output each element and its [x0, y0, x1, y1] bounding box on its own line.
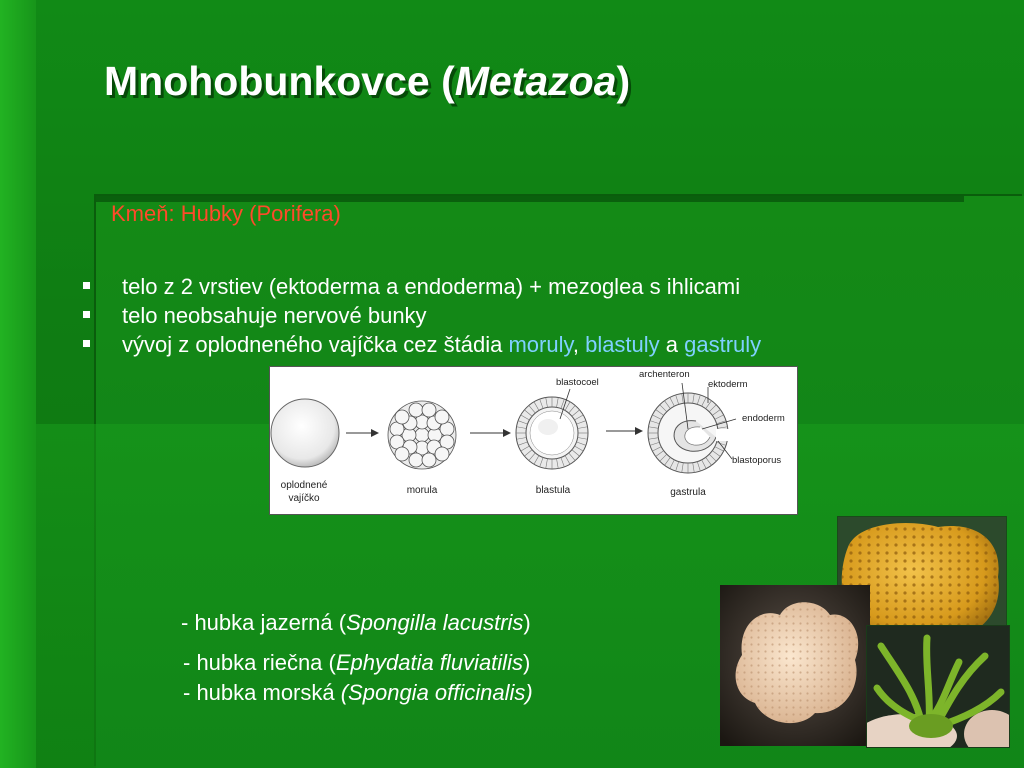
- endoderm-label: endoderm: [742, 413, 785, 424]
- left-accent-band: [0, 0, 36, 768]
- morula-cell: [395, 410, 409, 424]
- egg-stage-label-1: oplodnené: [280, 480, 328, 491]
- egg-stage-drawing: [271, 399, 339, 467]
- blastula-stage-label: blastula: [535, 485, 571, 496]
- bullet-item: [80, 301, 761, 330]
- species-suffix: ): [522, 650, 531, 675]
- bullet-text: telo neobsahuje nervové bunky: [122, 303, 427, 328]
- egg-stage-label-2: vajíčko: [288, 493, 320, 504]
- morula-cell: [395, 447, 409, 461]
- species-latin-name: Ephydatia fluviatilis: [335, 650, 523, 675]
- species-ephydatia: [183, 650, 530, 676]
- bullet-separator: a: [659, 332, 685, 357]
- freshwater-sponge-photo: [720, 585, 870, 746]
- slide-subtitle: Kmeň: Hubky (Porifera): [111, 201, 341, 226]
- archenteron-label: archenteron: [639, 369, 690, 380]
- morula-cell: [409, 403, 423, 417]
- species-latin-name: (Spongia officinalis): [340, 680, 533, 705]
- ektoderm-label: ektoderm: [708, 379, 748, 390]
- morula-cell: [422, 453, 436, 467]
- blastula-stage-drawing: [516, 397, 588, 469]
- morula-stage-label: morula: [406, 485, 438, 496]
- title-main: Mnohobunkovce (: [104, 58, 455, 104]
- river-sponge-photo: [866, 625, 1010, 748]
- bullet-item: [80, 330, 761, 359]
- species-prefix: - hubka jazerná (: [181, 610, 347, 635]
- bullet-text: vývoj z oplodneného vajíčka cez štádia: [122, 332, 509, 357]
- term-blastula: blastuly: [585, 332, 660, 357]
- morula-cell: [435, 447, 449, 461]
- species-latin-name: Spongilla lacustris: [346, 610, 524, 635]
- title-end: ): [616, 58, 631, 104]
- morula-cell: [435, 410, 449, 424]
- blastoporus-label: blastoporus: [732, 455, 782, 466]
- bullet-text: telo z 2 vrstiev (ektoderma a endoderma) + mezoglea s ihlicami: [122, 274, 741, 299]
- term-gastrula: gastruly: [684, 332, 762, 357]
- bullet-list: [80, 272, 761, 359]
- title-italic: Metazoa: [454, 58, 617, 104]
- term-morula: moruly: [508, 332, 573, 357]
- species-prefix: - hubka riečna (: [183, 650, 336, 675]
- species-spongia: [183, 680, 533, 706]
- morula-cell: [422, 403, 436, 417]
- square-bullet-icon: [83, 340, 90, 347]
- species-prefix: - hubka morská: [183, 680, 341, 705]
- gastrula-stage-drawing: [648, 393, 730, 473]
- embryo-development-diagram: [269, 366, 798, 515]
- species-suffix: ): [523, 610, 531, 635]
- morula-stage-drawing: [388, 401, 456, 469]
- bullet-item: [80, 272, 761, 301]
- species-spongilla: [181, 610, 531, 636]
- slide-title: [104, 58, 630, 105]
- gastrula-stage-label: gastrula: [670, 487, 706, 498]
- morula-cell: [415, 428, 429, 442]
- bullet-separator: ,: [572, 332, 586, 357]
- square-bullet-icon: [83, 311, 90, 318]
- blastocoel-label: blastocoel: [556, 377, 599, 388]
- morula-cell: [409, 453, 423, 467]
- square-bullet-icon: [83, 282, 90, 289]
